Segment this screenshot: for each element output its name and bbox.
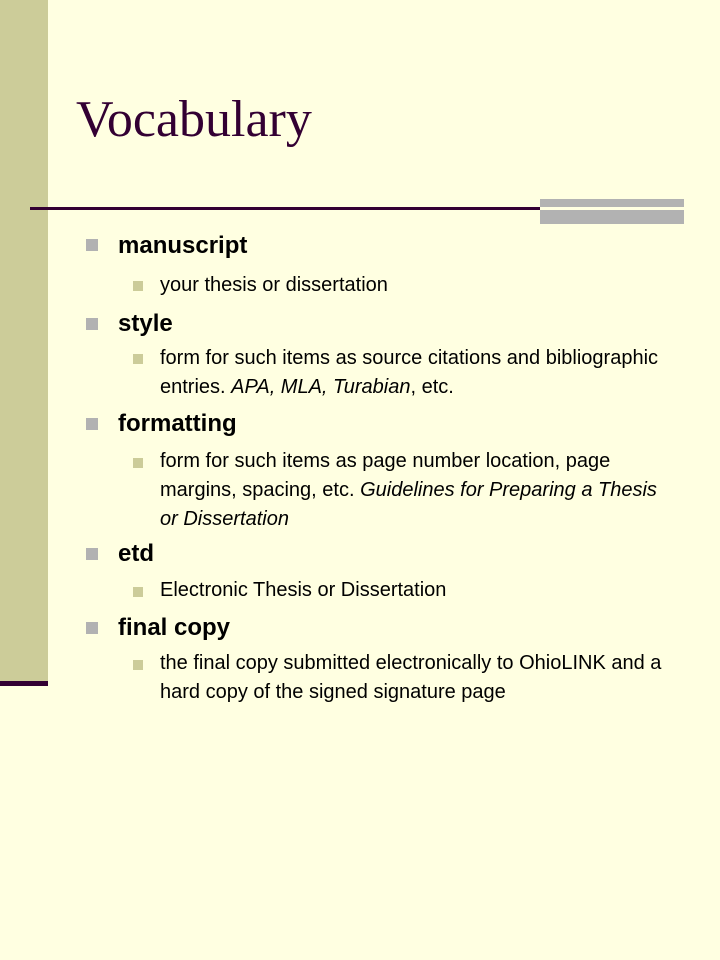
definition-formatting bbox=[160, 447, 680, 534]
square-bullet-icon bbox=[86, 622, 98, 634]
title-divider-block bbox=[540, 199, 684, 224]
definition-formatting-text: form for such items as page number location, page margins, spacing, etc. bbox=[160, 450, 611, 501]
title-divider-line bbox=[30, 207, 540, 210]
term-manuscript: manuscript bbox=[118, 232, 248, 259]
square-bullet-icon bbox=[86, 239, 98, 251]
left-decorative-bar bbox=[0, 0, 48, 681]
left-bar-accent bbox=[0, 681, 48, 686]
definition-final-copy: the final copy submitted electronically to OhioLINK and a hard copy of the signed signature page bbox=[160, 652, 662, 703]
square-bullet-icon bbox=[86, 548, 98, 560]
square-bullet-icon bbox=[133, 281, 143, 291]
term-formatting: formatting bbox=[118, 410, 237, 437]
term-final-copy: final copy bbox=[118, 614, 231, 641]
square-bullet-icon bbox=[133, 660, 143, 670]
definition-style-text: form for such items as source citations and bibliographic entries. bbox=[160, 347, 659, 398]
definition-etd: Electronic Thesis or Dissertation bbox=[160, 579, 447, 601]
square-bullet-icon bbox=[86, 318, 98, 330]
square-bullet-icon bbox=[133, 587, 143, 597]
square-bullet-icon bbox=[133, 458, 143, 468]
term-style: style bbox=[118, 310, 173, 337]
definition-formatting-italic: Guidelines for Preparing a Thesis or Dissertation bbox=[160, 479, 657, 530]
term-etd: etd bbox=[118, 540, 154, 567]
square-bullet-icon bbox=[86, 418, 98, 430]
definition-style bbox=[160, 344, 680, 402]
definition-style-italic: APA, MLA, Turabian bbox=[231, 376, 411, 398]
definition-manuscript: your thesis or dissertation bbox=[160, 274, 388, 296]
definition-style-suffix: , etc. bbox=[410, 376, 454, 398]
slide-title: Vocabulary bbox=[76, 91, 312, 148]
square-bullet-icon bbox=[133, 354, 143, 364]
